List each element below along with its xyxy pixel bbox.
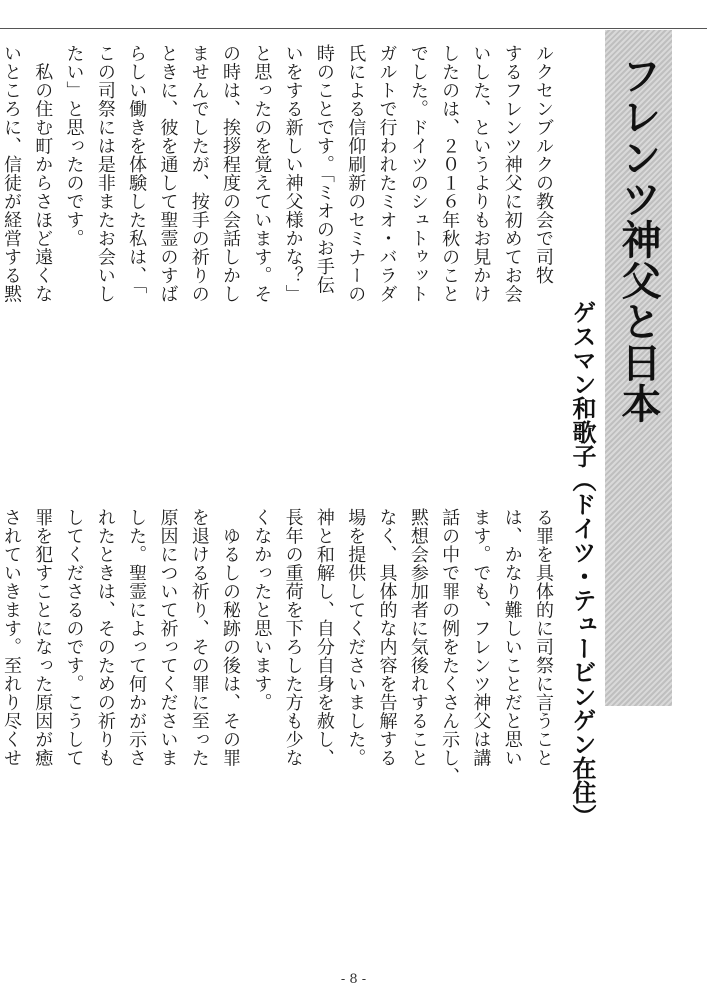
bottom-block-line: れたときは、そのための祈りも bbox=[94, 508, 116, 767]
bottom-block-line: る罪を具体的に司祭に言うこと bbox=[533, 508, 554, 767]
top-block-line: いした、というよりもお見かけ bbox=[470, 44, 492, 303]
article-body-top bbox=[0, 44, 559, 494]
bottom-block-line: 原因について祈ってくださいま bbox=[157, 508, 179, 767]
top-block-line: ガルトで行われたミオ・バラダ bbox=[376, 44, 398, 303]
top-block-line: 私の住む町からさほど遠くな bbox=[32, 44, 54, 303]
bottom-block-line: 罪を犯すことになった原因が癒 bbox=[32, 508, 54, 767]
top-block-line: いところに、信徒が経営する黙 bbox=[0, 44, 22, 303]
bottom-block-line: ます。でも、フレンツ神父は講 bbox=[470, 508, 492, 767]
top-block-line: らしい働きを体験した私は、「 bbox=[126, 44, 148, 294]
top-block-line: の時は、挨拶程度の会話しかし bbox=[220, 44, 242, 303]
bottom-block-line: くなかったと思います。 bbox=[251, 508, 273, 712]
top-block-line: この司祭には是非またお会いし bbox=[94, 44, 116, 303]
bottom-block-line: は、かなり難しいことだと思い bbox=[501, 508, 523, 767]
bottom-block-line: 黙想会参加者に気後れすること bbox=[407, 508, 429, 767]
top-block-line: 時のことです。「ミオのお手伝 bbox=[313, 44, 335, 294]
bottom-block-line: なく、具体的な内容を告解する bbox=[376, 508, 398, 767]
author-byline: ゲスマン和歌子（ドイツ・テュービンゲン在住） bbox=[568, 300, 596, 828]
bottom-block-line: してくださるのです。こうして bbox=[63, 508, 85, 767]
bottom-block-line: 神と和解し、自分自身を赦し、 bbox=[313, 508, 335, 767]
bottom-block-line: ゆるしの秘跡の後は、その罪 bbox=[220, 508, 242, 767]
article-body-bottom bbox=[0, 508, 559, 963]
top-block-line: するフレンツ神父に初めてお会 bbox=[501, 44, 523, 303]
top-rule bbox=[0, 28, 707, 29]
article-title: フレンツ神父と日本 bbox=[615, 55, 661, 424]
top-block-line: したのは、２０１６年秋のこと bbox=[439, 44, 461, 303]
top-block-line: たい」と思ったのです。 bbox=[63, 44, 85, 248]
bottom-block-line: 場を提供してくださいました。 bbox=[345, 508, 367, 767]
bottom-block-line: されていきます。至れり尽くせ bbox=[0, 508, 22, 767]
top-block-line: と思ったのを覚えています。そ bbox=[251, 44, 273, 303]
top-block-line: でした。ドイツのシュトゥット bbox=[407, 44, 429, 303]
top-block-line: 氏による信仰刷新のセミナーの bbox=[345, 44, 367, 303]
top-block-line: ませんでしたが、按手の祈りの bbox=[188, 44, 210, 303]
page-number: - 8 - bbox=[340, 972, 367, 987]
bottom-block-line: を退ける祈り、その罪に至った bbox=[188, 508, 210, 767]
top-block-line: ルクセンブルクの教会で司牧 bbox=[533, 44, 554, 285]
top-block-line: ときに、彼を通して聖霊のすば bbox=[157, 44, 179, 303]
bottom-block-line: 長年の重荷を下ろした方も少な bbox=[282, 508, 304, 767]
bottom-block-line: 話の中で罪の例をたくさん示し、 bbox=[439, 508, 461, 786]
bottom-block-line: した。聖霊によって何かが示さ bbox=[126, 508, 148, 767]
top-block-line: いをする新しい神父様かな？」 bbox=[282, 44, 304, 303]
